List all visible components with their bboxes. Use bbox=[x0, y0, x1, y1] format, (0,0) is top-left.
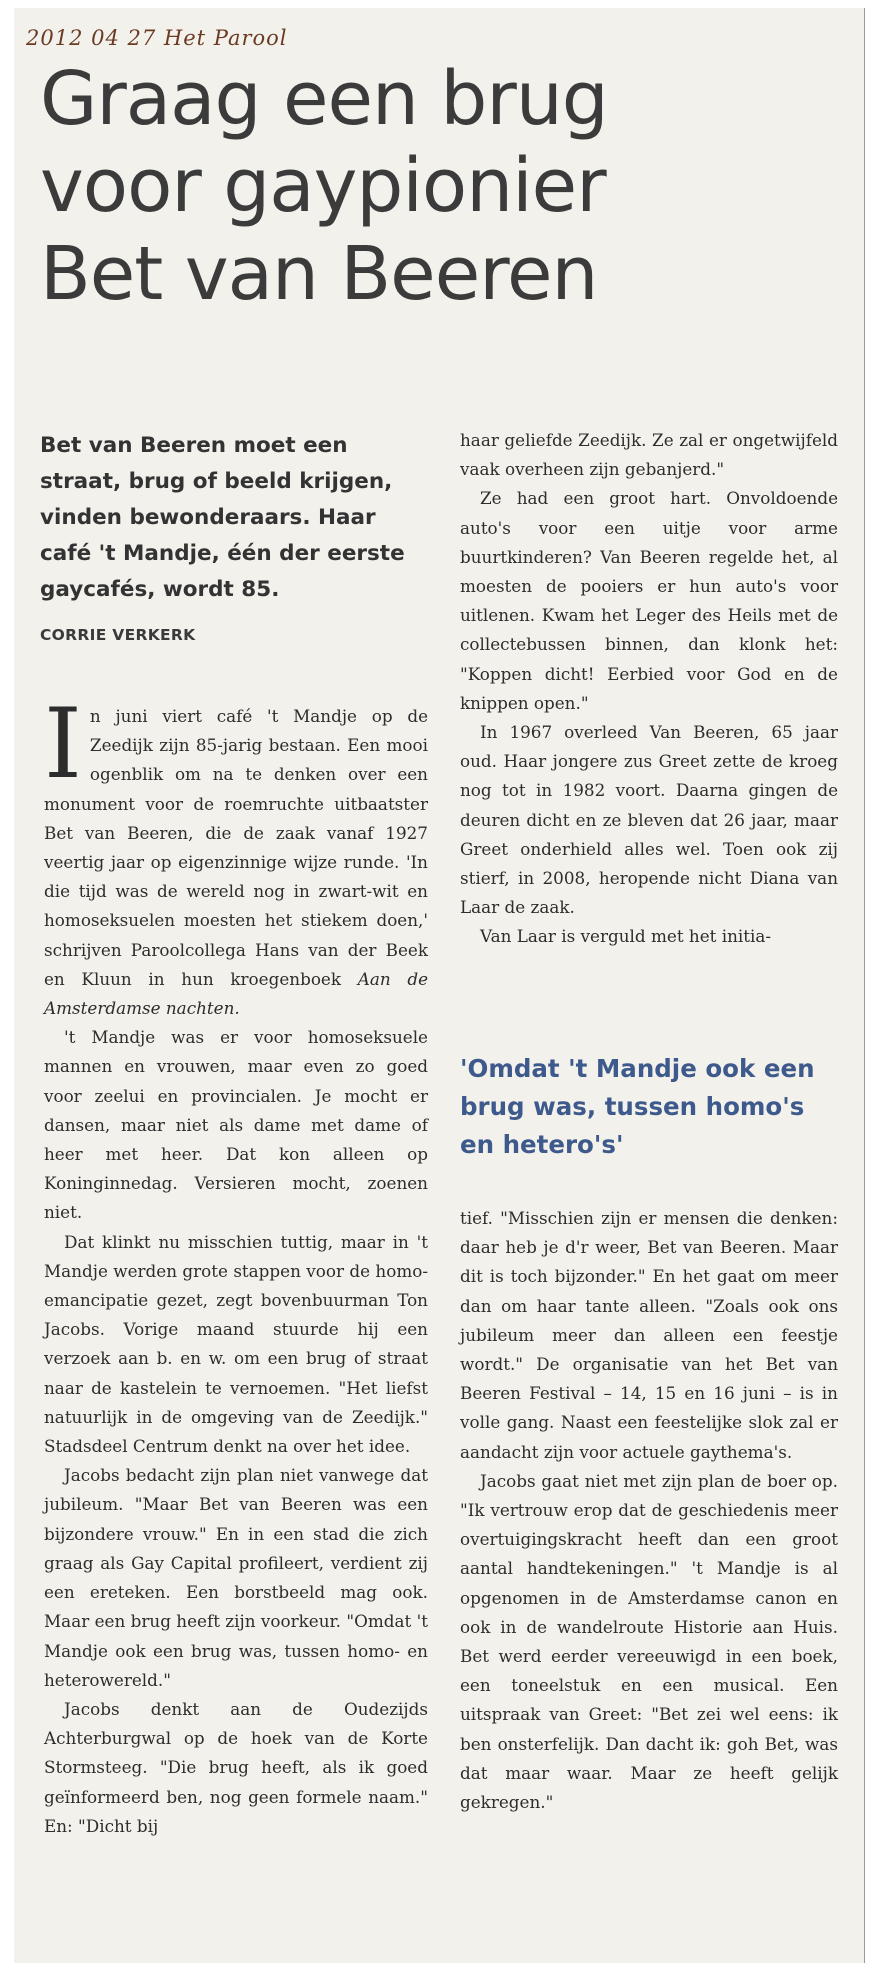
body-paragraph: Dat klinkt nu misschien tuttig, maar in 't Mandje werden grote stappen voor de homo-emancipatie gezet, zegt bovenbuurman Ton Jacobs. Vorige maand stuurde hij een verzoek aan b. en w. om een brug of straat naar de kastelein te vernoemen. "Het liefst natuurlijk in de omgeving van de Zeedijk." Stadsdeel Centrum denkt na over het idee. bbox=[44, 1231, 428, 1457]
pull-quote: 'Omdat 't Mandje ook een brug was, tussen homo's en hetero's' bbox=[460, 1054, 815, 1159]
body-paragraph: Jacobs denkt aan de Oudezijds Achterburgwal op de hoek van de Korte Stormsteeg. "Die brug heeft, als ik goed geïnformeerd ben, nog geen formele naam." En: "Dicht bij bbox=[44, 1698, 428, 1836]
body-paragraph: haar geliefde Zeedijk. Ze zal er ongetwijfeld vaak overheen zijn gebanjerd." bbox=[460, 430, 838, 480]
book-title: Aan de Amsterdamse nachten. bbox=[44, 968, 428, 1019]
body-paragraph: Jacobs bedacht zijn plan niet vanwege dat jubileum. "Maar Bet van Beeren was een bijzondere vrouw." En in een stad die zich graag als Gay Capital profileert, verdient zij een ereteken. Een borstbeeld mag ook. Maar een brug heeft zijn voorkeur. "Omdat 't Mandje ook een brug was, tussen homo- en heterowereld." bbox=[44, 1465, 428, 1690]
clipping-date-stamp: 2012 04 27 Het Parool bbox=[26, 26, 288, 50]
body-paragraph: Ze had een groot hart. Onvoldoende auto's voor een uitje voor arme buurtkinderen? Van Beeren regelde het, al moesten de pooiers er hun auto's voor uitlenen. Kwam het Leger des Heils met de collectebussen binnen, dan klonk het: "Koppen dicht! Eerbied voor God en de knippen open." bbox=[460, 488, 838, 713]
body-paragraph: Van Laar is verguld met het initia- bbox=[480, 926, 772, 947]
body-column-left bbox=[44, 688, 428, 1841]
article-headline bbox=[40, 56, 840, 318]
article-byline: CORRIE VERKERK bbox=[40, 626, 196, 644]
body-column-right-bottom bbox=[460, 1204, 838, 1817]
body-paragraph: Jacobs gaat niet met zijn plan de boer op. "Ik vertrouw erop dat de geschiedenis meer overtuigingskracht heeft dan een groot aantal handtekeningen." 't Mandje is al opgenomen in de Amsterdamse canon en ook in de wandelroute Historie aan Huis. Bet werd eerder vereeuwigd in een boek, een toneelstuk en een musical. Een uitspraak van Greet: "Bet zei wel eens: ik ben onsterfelijk. Dan dacht ik: goh Bet, was dat maar waar. Maar ze heeft gelijk gekregen." bbox=[460, 1470, 838, 1813]
body-paragraph-text: n juni viert café 't Mandje op de Zeedijk zijn 85-jarig bestaan. Een mooi ogenblik om na te denken over een monument voor de roemruchte uitbaatster Bet van Beeren, die de zaak vanaf 1927 veertig jaar op eigenzinnige wijze runde. 'In die tijd was de wereld nog in zwart-wit en homoseksuelen moesten het stiekem doen,' schrijven Paroolcollega Hans van der Beek en Kluun in hun kroegenboek bbox=[44, 706, 428, 989]
drop-cap: I bbox=[44, 688, 82, 800]
article-lead: Bet van Beeren moet een straat, brug of beeld krijgen, vinden bewonderaars. Haar café 't Mandje, één der eerste gaycafés, wordt 85. bbox=[40, 433, 405, 602]
headline-line: Graag een brug bbox=[40, 56, 608, 142]
headline-line: voor gaypionier bbox=[40, 143, 606, 230]
body-paragraph: 't Mandje was er voor homoseksuele mannen en vrouwen, maar even zo goed voor zeelui en provincialen. Je mocht er dansen, maar niet als dame met dame of heer met heer. Dat kon alleen op Koninginnedag. Versieren mocht, zoenen niet. bbox=[44, 1027, 428, 1223]
body-paragraph bbox=[44, 688, 428, 1023]
body-paragraph: In 1967 overleed Van Beeren, 65 jaar oud. Haar jongere zus Greet zette de kroeg nog tot in 1982 voort. Daarna gingen de deuren dicht en ze bleven dat 26 jaar, maar Greet onderhield alles wel. Toen ook zij stierf, in 2008, heropende nicht Diana van Laar de zaak. bbox=[460, 722, 838, 918]
body-paragraph: tief. "Misschien zijn er mensen die denken: daar heb je d'r weer, Bet van Beeren. Maar dit is toch bijzonder." En het gaat om meer dan om haar tante alleen. "Zoals ook ons jubileum meer dan alleen een feestje wordt." De organisatie van het Bet van Beeren Festival – 14, 15 en 16 juni – is in volle gang. Naast een feestelijke slok zal er aandacht zijn voor actuele gaythema's. bbox=[460, 1208, 838, 1462]
headline-line: Bet van Beeren bbox=[40, 230, 598, 317]
body-column-right-top bbox=[460, 426, 838, 952]
